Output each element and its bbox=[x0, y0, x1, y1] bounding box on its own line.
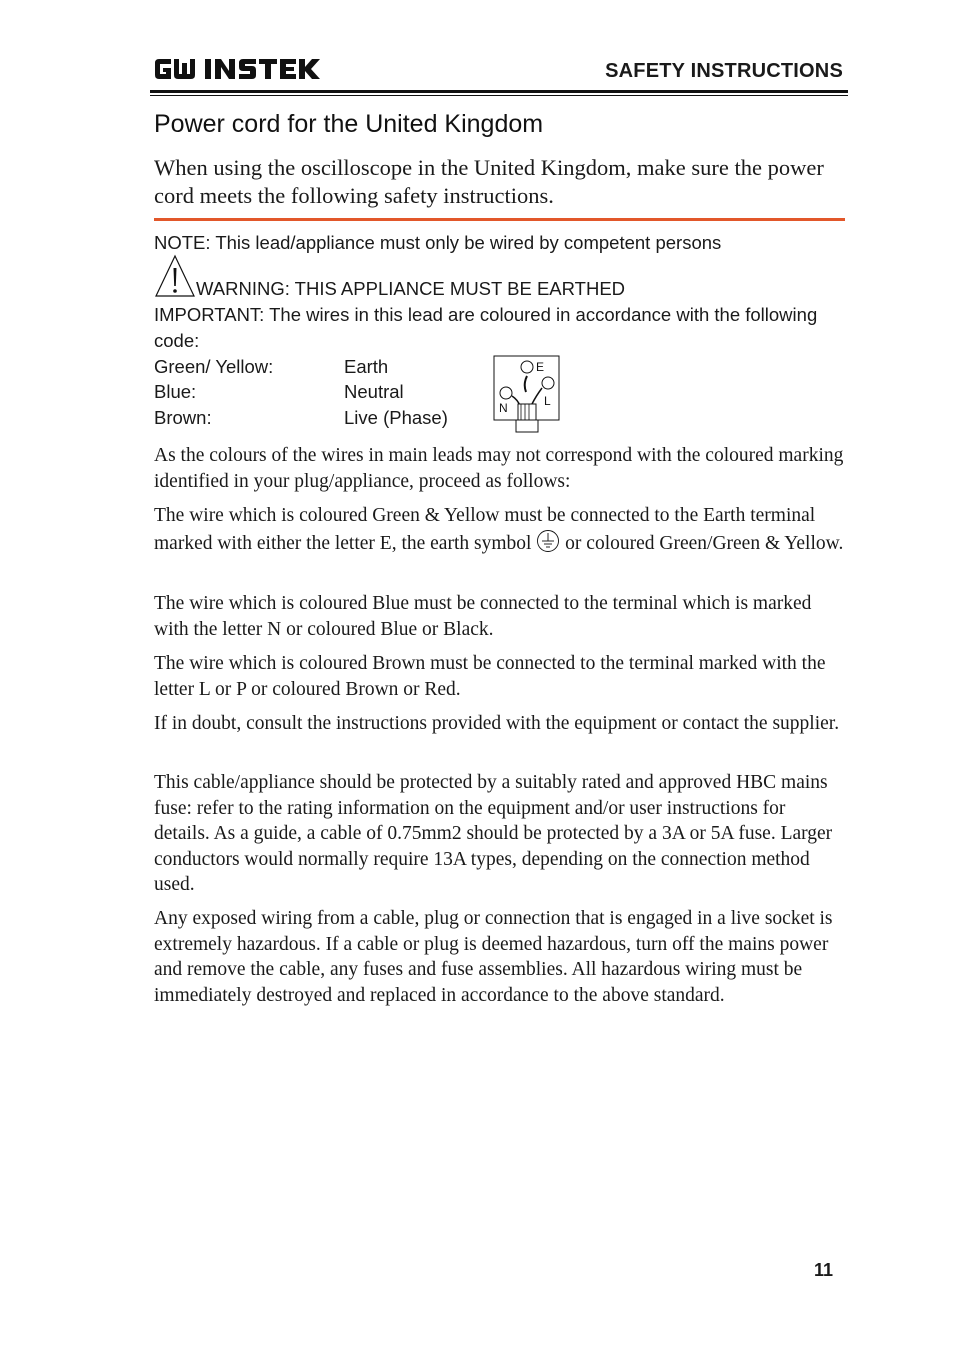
wire-code-row bbox=[154, 379, 404, 405]
wire-colour: Brown: bbox=[154, 407, 212, 428]
intro-text: When using the oscilloscope in the United Kingdom, make sure the power cord meets the following safety instructions. bbox=[154, 155, 824, 208]
paragraph: Any exposed wiring from a cable, plug or connection that is engaged in a live socket is extremely hazardous. If a cable or plug is deemed hazardous, turn off the mains power and remove the cable, any fuses and fuse assemblies. All hazardous wiring must be immediately destroyed and replaced in accordance to the above standard. bbox=[154, 908, 833, 1006]
wire-function: Earth bbox=[344, 356, 389, 377]
plug-label-e: E bbox=[536, 360, 545, 374]
warning-triangle-icon bbox=[154, 254, 196, 298]
plug-label-l: L bbox=[544, 394, 551, 408]
paragraph: The wire which is coloured Blue must be connected to the terminal which is marked with the letter N or coloured Blue or Black. bbox=[154, 593, 812, 640]
wire-code-row bbox=[154, 405, 448, 431]
accent-divider bbox=[154, 218, 845, 221]
plug-label-n: N bbox=[499, 401, 508, 415]
important-text: IMPORTANT: The wires in this lead are coloured in accordance with the following code: bbox=[154, 304, 818, 351]
wire-code-row bbox=[154, 354, 389, 380]
wire-function: Live (Phase) bbox=[344, 407, 448, 428]
wire-colour: Green/ Yellow: bbox=[154, 356, 274, 377]
paragraph-text: The wire which is coloured Green & Yellow must be connected to the Earth terminal marked with either the letter E, the earth symbol bbox=[154, 505, 816, 554]
paragraph: The wire which is coloured Brown must be connected to the terminal marked with the letter L or P or coloured Brown or Red. bbox=[154, 653, 826, 700]
paragraph-earth bbox=[154, 503, 844, 556]
gw-instek-logo bbox=[153, 55, 325, 83]
header-rule-thin bbox=[150, 95, 848, 96]
wire-function: Neutral bbox=[344, 381, 404, 402]
section-header: SAFETY INSTRUCTIONS bbox=[605, 60, 843, 82]
warning-text: WARNING: THIS APPLIANCE MUST BE EARTHED bbox=[196, 278, 626, 299]
page-number: 11 bbox=[813, 1260, 833, 1280]
wire-colour: Blue: bbox=[154, 381, 197, 402]
earth-symbol-icon bbox=[536, 529, 560, 553]
note-text: NOTE: This lead/appliance must only be wired by competent persons bbox=[154, 232, 722, 253]
page-title: Power cord for the United Kingdom bbox=[154, 110, 544, 138]
uk-plug-diagram bbox=[490, 354, 562, 434]
paragraph-text: or coloured Green/Green & Yellow. bbox=[560, 532, 844, 554]
paragraph: As the colours of the wires in main leads may not correspond with the coloured marking identified in your plug/appliance, proceed as follows: bbox=[154, 445, 844, 492]
paragraph: If in doubt, consult the instructions provided with the equipment or contact the supplier. bbox=[154, 713, 840, 734]
paragraph: This cable/appliance should be protected by a suitably rated and approved HBC mains fuse: refer to the rating information on the equipment and/or user instructions for details. As a guide, a cable of 0.75mm2 should be protected by a 3A or 5A fuse. Larger conductors would normally require 13A types, depending on the connection method used. bbox=[154, 772, 833, 896]
header-rule bbox=[150, 90, 848, 93]
